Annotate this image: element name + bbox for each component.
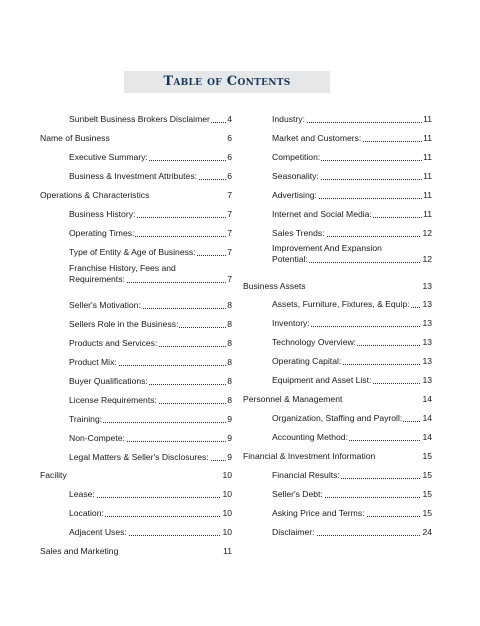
toc-subsection-entry[interactable] bbox=[69, 263, 232, 285]
toc-subsection-entry[interactable] bbox=[272, 209, 432, 220]
toc-subsection-entry[interactable] bbox=[69, 228, 232, 239]
toc-section-entry[interactable] bbox=[40, 546, 232, 557]
toc-subsection-entry[interactable] bbox=[272, 133, 432, 144]
toc-entry-label: Assets, Furniture, Fixtures, & Equip: bbox=[272, 299, 410, 309]
toc-page-number: 8 bbox=[227, 376, 232, 386]
toc-page-number: 7 bbox=[227, 247, 232, 257]
toc-subsection-entry[interactable] bbox=[272, 489, 432, 500]
toc-entry-label: Legal Matters & Seller's Disclosures: bbox=[69, 452, 209, 462]
toc-entry-label: Type of Entity & Age of Business: bbox=[69, 247, 196, 257]
toc-subsection-entry[interactable] bbox=[69, 414, 232, 425]
toc-page-number: 12 bbox=[422, 254, 432, 264]
toc-subsection-entry[interactable] bbox=[69, 247, 232, 258]
toc-page-number: 10 bbox=[222, 527, 232, 537]
toc-page-number: 13 bbox=[422, 281, 432, 291]
toc-page-number: 13 bbox=[422, 337, 432, 347]
toc-entry-label: Technology Overview: bbox=[272, 337, 357, 347]
toc-subsection-entry[interactable] bbox=[69, 508, 232, 519]
toc-entry-label: Inventory: bbox=[272, 318, 310, 328]
toc-subsection-entry[interactable] bbox=[272, 375, 432, 386]
toc-subsection-entry[interactable] bbox=[69, 376, 232, 387]
toc-subsection-entry[interactable] bbox=[69, 489, 232, 500]
toc-subsection-entry[interactable] bbox=[69, 357, 232, 368]
toc-entry-label: Advertising: bbox=[272, 190, 317, 200]
toc-entry-label: Financial & Investment Information bbox=[243, 451, 376, 461]
toc-page-number: 9 bbox=[227, 414, 232, 424]
toc-page-number: 14 bbox=[422, 432, 432, 442]
toc-subsection-entry[interactable] bbox=[69, 338, 232, 349]
toc-subsection-entry[interactable] bbox=[69, 395, 232, 406]
toc-subsection-entry[interactable] bbox=[272, 413, 432, 424]
toc-page-number: 13 bbox=[422, 356, 432, 366]
toc-subsection-entry[interactable] bbox=[272, 508, 432, 519]
toc-page-number: 13 bbox=[422, 375, 432, 385]
toc-entry-label: Name of Business bbox=[40, 133, 110, 143]
toc-entry-label: Sunbelt Business Brokers Disclaimer bbox=[69, 114, 210, 124]
toc-section-entry[interactable] bbox=[243, 451, 432, 462]
toc-page-number: 9 bbox=[227, 452, 232, 462]
toc-entry-label-line1: Improvement And Expansion bbox=[272, 243, 382, 253]
toc-entry-label: Operating Capital: bbox=[272, 356, 342, 366]
toc-entry-label: Training: bbox=[69, 414, 103, 424]
toc-subsection-entry[interactable] bbox=[272, 470, 432, 481]
toc-page-number: 9 bbox=[227, 433, 232, 443]
toc-page-number: 8 bbox=[227, 395, 232, 405]
toc-entry-label: Location: bbox=[69, 508, 104, 518]
toc-entry-label-line2: Potential: bbox=[272, 254, 308, 264]
toc-page-number: 15 bbox=[422, 451, 432, 461]
toc-page-number: 11 bbox=[223, 546, 232, 556]
toc-page-number: 11 bbox=[423, 171, 432, 181]
toc-page-number: 11 bbox=[423, 133, 432, 143]
toc-page-number: 15 bbox=[422, 508, 432, 518]
toc-page-number: 15 bbox=[422, 489, 432, 499]
toc-entry-label: Business & Investment Attributes: bbox=[69, 171, 198, 181]
toc-subsection-entry[interactable] bbox=[69, 527, 232, 538]
toc-subsection-entry[interactable] bbox=[272, 114, 432, 125]
toc-subsection-entry[interactable] bbox=[69, 152, 232, 163]
toc-entry-label: Competition: bbox=[272, 152, 321, 162]
toc-entry-label: Non-Compete: bbox=[69, 433, 125, 443]
toc-subsection-entry[interactable] bbox=[272, 356, 432, 367]
toc-entry-label: Business History: bbox=[69, 209, 136, 219]
toc-entry-label: Operating Times: bbox=[69, 228, 135, 238]
toc-subsection-entry[interactable] bbox=[272, 337, 432, 348]
toc-section-entry[interactable] bbox=[40, 190, 232, 201]
toc-page-number: 13 bbox=[422, 318, 432, 328]
toc-page-number: 10 bbox=[222, 489, 232, 499]
toc-subsection-entry[interactable] bbox=[272, 190, 432, 201]
toc-page-number: 10 bbox=[222, 508, 232, 518]
toc-page-number: 8 bbox=[227, 319, 232, 329]
toc-page-number: 6 bbox=[227, 152, 232, 162]
toc-entry-label: Industry: bbox=[272, 114, 305, 124]
toc-entry-label: Market and Customers: bbox=[272, 133, 362, 143]
toc-subsection-entry[interactable] bbox=[69, 209, 232, 220]
toc-section-entry[interactable] bbox=[243, 281, 432, 292]
toc-subsection-entry[interactable] bbox=[272, 243, 432, 265]
toc-entry-label: Products and Services: bbox=[69, 338, 158, 348]
toc-subsection-entry[interactable] bbox=[69, 452, 232, 463]
toc-subsection-entry[interactable] bbox=[272, 152, 432, 163]
toc-entry-label: Internet and Social Media: bbox=[272, 209, 372, 219]
toc-subsection-entry[interactable] bbox=[272, 171, 432, 182]
toc-page-number: 24 bbox=[422, 527, 432, 537]
toc-subsection-entry[interactable] bbox=[69, 300, 232, 311]
toc-page-number: 8 bbox=[227, 300, 232, 310]
toc-entry-label: Financial Results: bbox=[272, 470, 340, 480]
toc-subsection-entry[interactable] bbox=[69, 171, 232, 182]
toc-page-number: 4 bbox=[227, 114, 232, 124]
toc-entry-label: Seasonality: bbox=[272, 171, 319, 181]
toc-entry-label: Asking Price and Terms: bbox=[272, 508, 365, 518]
toc-page-number: 14 bbox=[422, 394, 432, 404]
toc-entry-label: Lease: bbox=[69, 489, 95, 499]
toc-entry-label: Disclaimer: bbox=[272, 527, 315, 537]
toc-page-number: 11 bbox=[423, 190, 432, 200]
toc-page-number: 7 bbox=[227, 190, 232, 200]
toc-entry-label: Product Mix: bbox=[69, 357, 117, 367]
toc-entry-label: Operations & Characteristics bbox=[40, 190, 150, 200]
toc-entry-label-line2: Requirements: bbox=[69, 274, 125, 284]
toc-section-entry[interactable] bbox=[40, 133, 232, 144]
toc-entry-label: Buyer Qualifications: bbox=[69, 376, 148, 386]
toc-page-number: 8 bbox=[227, 357, 232, 367]
toc-entry-label: Organization, Staffing and Payroll: bbox=[272, 413, 403, 423]
toc-entry-label-line1: Franchise History, Fees and bbox=[69, 263, 176, 273]
toc-subsection-entry[interactable] bbox=[272, 228, 432, 239]
toc-entry-label: Equipment and Asset List: bbox=[272, 375, 372, 385]
toc-page-number: 6 bbox=[227, 171, 232, 181]
toc-entry-label: License Requirements: bbox=[69, 395, 157, 405]
toc-page-number: 7 bbox=[227, 209, 232, 219]
toc-entry-label: Adjacent Uses: bbox=[69, 527, 127, 537]
toc-entry-label: Seller's Debt: bbox=[272, 489, 323, 499]
toc-page-number: 12 bbox=[422, 228, 432, 238]
toc-subsection-entry[interactable] bbox=[272, 318, 432, 329]
toc-entry-label: Executive Summary: bbox=[69, 152, 148, 162]
toc-subsection-entry[interactable] bbox=[272, 299, 432, 310]
toc-page-number: 6 bbox=[227, 133, 232, 143]
toc-entry-label: Accounting Method: bbox=[272, 432, 348, 442]
toc-page-number: 11 bbox=[423, 152, 432, 162]
toc-page-number: 11 bbox=[423, 114, 432, 124]
toc-page-number: 7 bbox=[227, 228, 232, 238]
toc-entry-label: Sellers Role in the Business: bbox=[69, 319, 179, 329]
toc-entry-label: Facility bbox=[40, 470, 67, 480]
toc-page-number: 13 bbox=[422, 299, 432, 309]
toc-subsection-entry[interactable] bbox=[69, 319, 232, 330]
toc-entry-label: Seller's Motivation: bbox=[69, 300, 141, 310]
toc-page-number: 8 bbox=[227, 338, 232, 348]
toc-subsection-entry[interactable] bbox=[272, 432, 432, 443]
toc-section-entry[interactable] bbox=[40, 470, 232, 481]
toc-page-number: 15 bbox=[422, 470, 432, 480]
toc-page-number: 10 bbox=[222, 470, 232, 480]
toc-subsection-entry[interactable] bbox=[69, 433, 232, 444]
toc-entry-label: Personnel & Management bbox=[243, 394, 343, 404]
toc-page-number: 7 bbox=[227, 274, 232, 284]
toc-title: Table of Contents bbox=[163, 74, 291, 89]
toc-section-entry[interactable] bbox=[243, 394, 432, 405]
toc-entry-label: Sales and Marketing bbox=[40, 546, 119, 556]
toc-entry-label: Sales Trends: bbox=[272, 228, 325, 238]
toc-page-number: 11 bbox=[423, 209, 432, 219]
toc-entry-label: Business Assets bbox=[243, 281, 306, 291]
toc-page-number: 14 bbox=[422, 413, 432, 423]
toc-subsection-entry[interactable] bbox=[69, 114, 232, 125]
toc-subsection-entry[interactable] bbox=[272, 527, 432, 538]
